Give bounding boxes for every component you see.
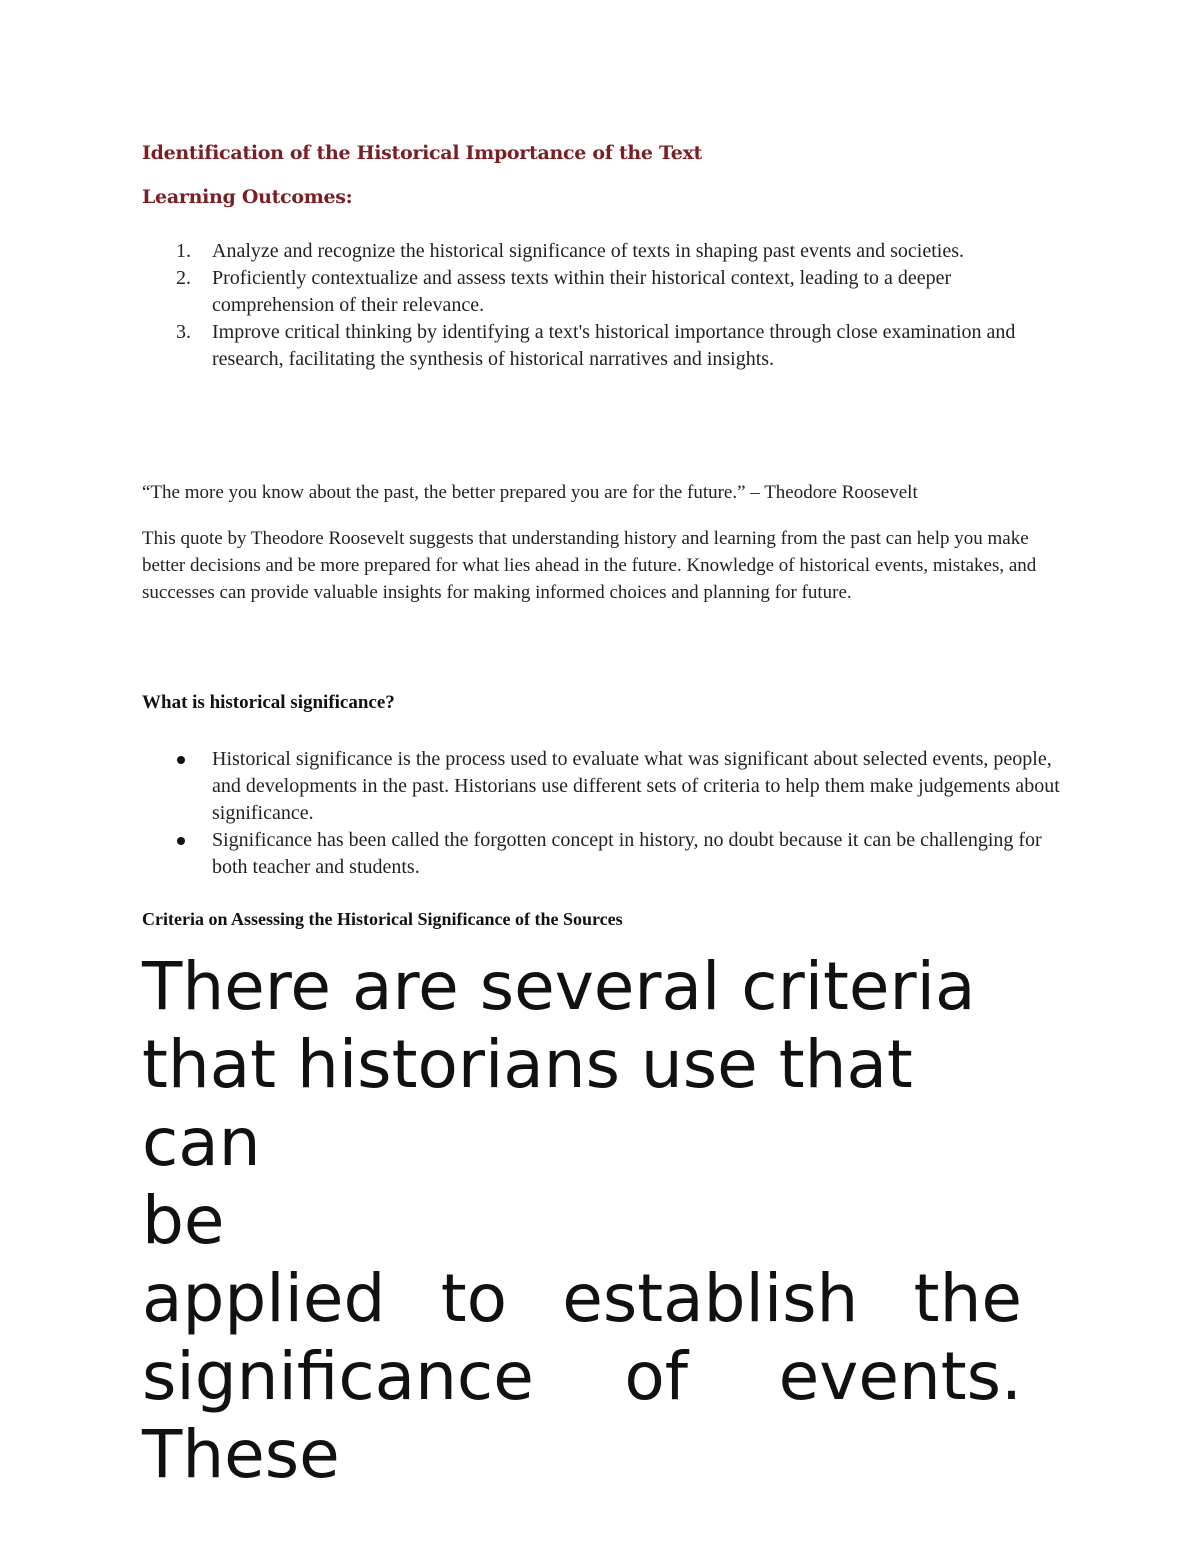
learning-outcomes-list bbox=[142, 238, 1042, 373]
learning-outcomes-heading: Learning Outcomes: bbox=[142, 186, 353, 208]
large-text-line: These bbox=[142, 1416, 340, 1493]
learning-outcome-item bbox=[142, 238, 1042, 265]
learning-outcome-text: Improve critical thinking by identifying a text's historical importance through close examination and research, facilitating the synthesis of historical narratives and insights. bbox=[212, 321, 1016, 370]
bullet-text: Significance has been called the forgotten concept in history, no doubt because it can be challenging for both teacher and students. bbox=[212, 829, 1042, 878]
large-text-line: be bbox=[142, 1182, 225, 1259]
bullet-dot-icon bbox=[177, 837, 185, 845]
list-number: 1. bbox=[176, 240, 191, 262]
learning-outcome-item bbox=[142, 319, 1042, 373]
quote-explanation-paragraph: This quote by Theodore Roosevelt suggests that understanding history and learning from the past can help you make better decisions and be more prepared for what lies ahead in the future. Knowledge of historical events, mistakes, and successes can provide valuable insights for making informed choices and planning for future. bbox=[142, 528, 1037, 603]
list-number: 2. bbox=[176, 267, 191, 289]
criteria-heading: Criteria on Assessing the Historical Significance of the Sources bbox=[142, 909, 623, 929]
learning-outcome-text: Analyze and recognize the historical significance of texts in shaping past events and societies. bbox=[212, 240, 964, 262]
bullet-dot-icon bbox=[177, 756, 185, 764]
bullet-text: Historical significance is the process used to evaluate what was significant about selected events, people, and developments in the past. Historians use different sets of criteria to help them make judgements about significance. bbox=[212, 748, 1060, 824]
large-body-text bbox=[142, 948, 1022, 1494]
what-is-significance-heading: What is historical significance? bbox=[142, 692, 395, 713]
document-title: Identification of the Historical Importance of the Text bbox=[142, 142, 702, 164]
list-number: 3. bbox=[176, 321, 191, 343]
roosevelt-quote: “The more you know about the past, the better prepared you are for the future.” – Theodore Roosevelt bbox=[142, 482, 918, 503]
bullet-item bbox=[142, 746, 1062, 827]
large-text-line: that historians use that can bbox=[142, 1026, 913, 1181]
large-text-line: significance of events. bbox=[142, 1338, 1022, 1415]
learning-outcome-text: Proficiently contextualize and assess texts within their historical context, leading to a deeper comprehension of their relevance. bbox=[212, 267, 952, 316]
significance-bullet-list bbox=[142, 746, 1062, 881]
bullet-item bbox=[142, 827, 1062, 881]
learning-outcome-item bbox=[142, 265, 1042, 319]
large-text-line: applied to establish the bbox=[142, 1260, 1022, 1337]
large-text-line: There are several criteria bbox=[142, 948, 976, 1025]
